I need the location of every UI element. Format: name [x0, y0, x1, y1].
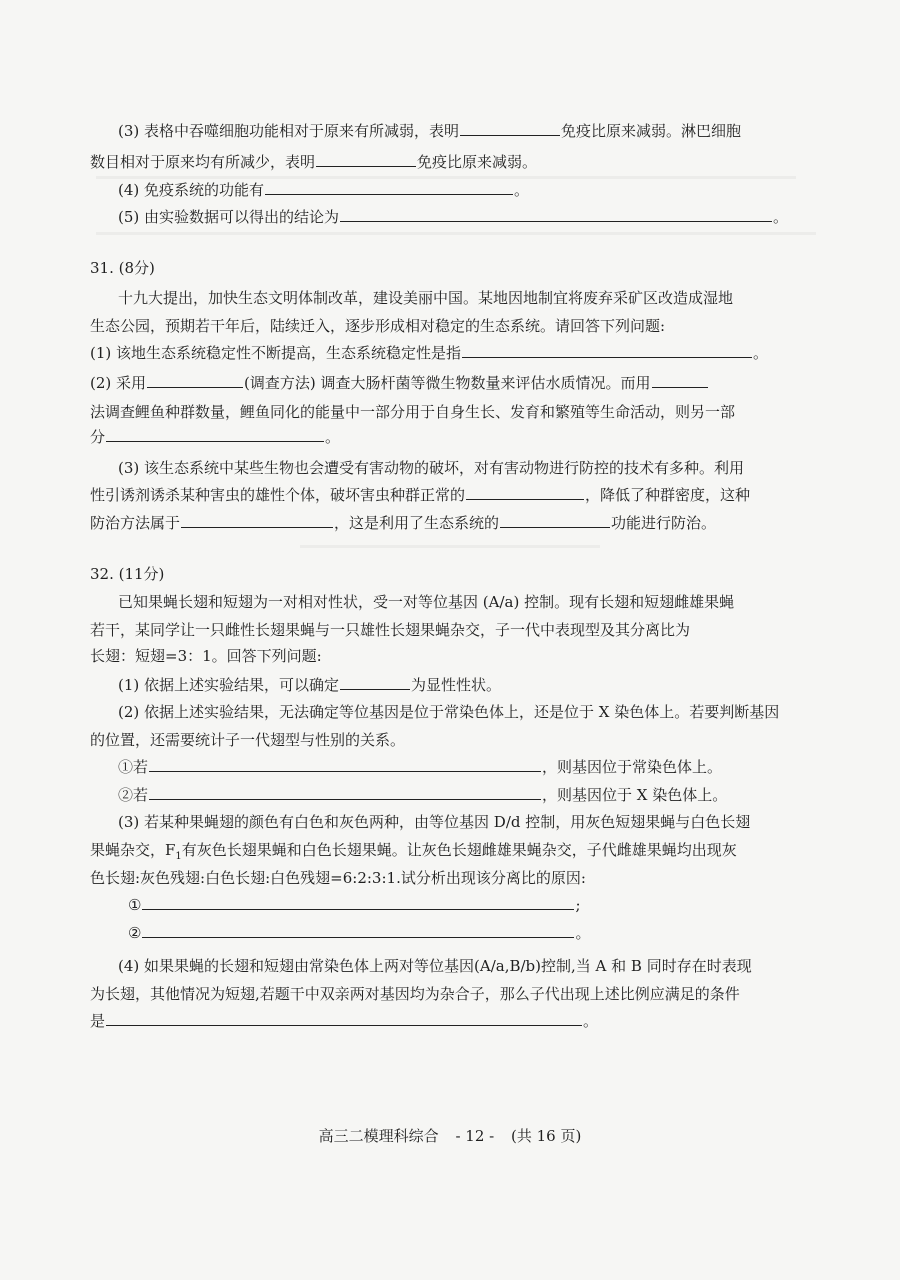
footer-page-number: - 12 - [455, 1127, 495, 1145]
page-footer [0, 1126, 900, 1146]
q30-part5: (5) 由实验数据可以得出的结论为 。 [118, 208, 789, 226]
q30-part3-line2: 数目相对于原来均有所减少，表明 免疫比原来减弱。 [90, 153, 538, 171]
footer-total-pages: (共 16 页) [511, 1127, 582, 1145]
q32-part2-line1: (2) 依据上述实验结果，无法确定等位基因是位于常染色体上，还是位于 X 染色体上。若要判断基因 [118, 703, 780, 721]
answer-blank[interactable] [340, 206, 772, 222]
q32-part2-line2: 的位置，还需要统计子一代翅型与性别的关系。 [90, 731, 406, 749]
answer-blank[interactable] [460, 120, 560, 136]
q31-part2-line1: (2) 采用 (调查方法) 调查大肠杆菌等微生物数量来评估水质情况。而用 [90, 372, 830, 393]
bleed-through-mark [300, 545, 600, 548]
q32-part1: (1) 依据上述实验结果，可以确定 为显性性状。 [118, 676, 502, 694]
answer-blank[interactable] [106, 426, 324, 442]
answer-blank[interactable] [466, 484, 584, 500]
answer-blank[interactable] [652, 372, 708, 388]
q32-intro-line1: 已知果蝇长翅和短翅为一对相对性状，受一对等位基因 (A/a) 控制。现有长翅和短翅雌雄果蝇 [118, 593, 735, 611]
q31-part2-line2: 法调查鲤鱼种群数量，鲤鱼同化的能量中一部分用于自身生长、发育和繁殖等生命活动，则另一部 [90, 403, 736, 421]
q32-part3-line2: 果蝇杂交，$F_1$有灰色长翅果蝇和白色长翅果蝇。让灰色长翅雌雄果蝇杂交，子代雌雄果蝇均出现灰 [90, 841, 737, 862]
answer-blank[interactable] [316, 151, 416, 167]
q31-part3-line2: 性引诱剂诱杀某种害虫的雄性个体，破坏害虫种群正常的 ，降低了种群密度，这种 [90, 486, 751, 504]
q32-intro-line2: 若干，某同学让一只雌性长翅果蝇与一只雄性长翅果蝇杂交，子一代中表现型及其分离比为 [90, 621, 691, 639]
q32-part3-reason2: ② 。 [128, 924, 591, 942]
q31-part1: (1) 该地生态系统稳定性不断提高，生态系统稳定性是指 。 [90, 344, 769, 362]
q32-part4-line2: 为长翅，其他情况为短翅,若题干中双亲两对基因均为杂合子，那么子代出现上述比例应满足的条件 [90, 985, 740, 1003]
answer-blank[interactable] [142, 922, 574, 938]
answer-blank[interactable] [340, 674, 410, 690]
q32-part2-option2: ②若 ，则基因位于 X 染色体上。 [118, 786, 728, 804]
q31-part3-line3: 防治方法属于 ，这是利用了生态系统的 功能进行防治。 [90, 514, 717, 532]
q30-part4: (4) 免疫系统的功能有 。 [118, 181, 530, 199]
footer-title: 高三二模理科综合 [318, 1127, 439, 1145]
answer-blank[interactable] [149, 784, 541, 800]
answer-blank[interactable] [147, 372, 243, 388]
answer-blank[interactable] [106, 1010, 582, 1026]
q31-part3-line1: (3) 该生态系统中某些生物也会遭受有害动物的破坏，对有害动物进行防控的技术有多种。利用 [118, 459, 745, 477]
q32-part4-line1: (4) 如果果蝇的长翅和短翅由常染色体上两对等位基因(A/a,B/b)控制,当 A 和 B 同时存在时表现 [118, 957, 752, 975]
q31-intro-line1: 十九大提出，加快生态文明体制改革，建设美丽中国。某地因地制宜将废弃采矿区改造成湿地 [118, 289, 734, 307]
q32-part3-line1: (3) 若某种果蝇翅的颜色有白色和灰色两种，由等位基因 D/d 控制，用灰色短翅果蝇与白色长翅 [118, 813, 751, 831]
q32-part4-line3: 是 。 [90, 1012, 599, 1030]
q30-part3-line1: (3) 表格中吞噬细胞功能相对于原来有所减弱，表明 免疫比原来减弱。淋巴细胞 [118, 122, 742, 140]
q31-part2-line3: 分 。 [90, 428, 341, 446]
q32-part2-option1: ①若 ，则基因位于常染色体上。 [118, 758, 723, 776]
answer-blank[interactable] [265, 179, 513, 195]
q31-heading: 31. (8分) [90, 259, 155, 277]
q32-part3-reason1: ① ; [128, 896, 581, 914]
q31-intro-line2: 生态公园，预期若干年后，陆续迁入，逐步形成相对稳定的生态系统。请回答下列问题: [90, 317, 666, 335]
q32-heading: 32. (11分) [90, 565, 165, 583]
answer-blank[interactable] [500, 512, 610, 528]
bleed-through-mark [96, 232, 816, 235]
answer-blank[interactable] [149, 756, 541, 772]
q32-intro-line3: 长翅：短翅=3：1。回答下列问题: [90, 647, 322, 665]
answer-blank[interactable] [181, 512, 333, 528]
answer-blank[interactable] [142, 894, 574, 910]
answer-blank[interactable] [462, 342, 752, 358]
q32-part3-line3: 色长翅:灰色残翅:白色长翅:白色残翅=6:2:3:1.试分析出现该分离比的原因: [90, 869, 586, 887]
